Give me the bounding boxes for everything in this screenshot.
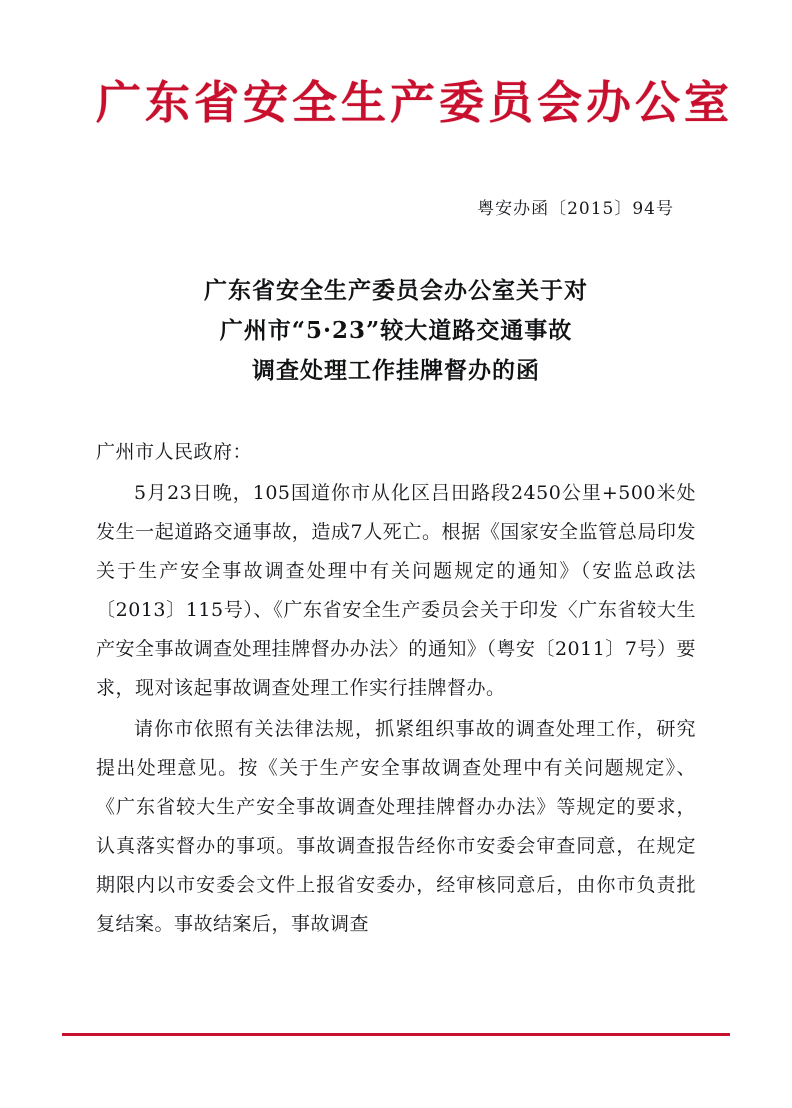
document-body	[96, 433, 696, 943]
document-title	[96, 271, 696, 392]
title-line-1: 广东省安全生产委员会办公室关于对	[204, 276, 588, 304]
issuing-organization-title: 广东省安全生产委员会办公室	[96, 76, 734, 129]
document-number-row	[96, 194, 696, 219]
title-line-2: 广州市“5·23”较大道路交通事故	[219, 316, 573, 344]
body-paragraph-1: 5月23日晚，105国道你市从化区吕田路段2450公里+500米处发生一起道路交通事故，造成7人死亡。根据《国家安全监管总局印发关于生产安全事故调查处理中有关问题规定的通知》（安监总政法〔2013〕115号）、《广东省安全生产委员会关于印发〈广东省较大生产安全事故调查处理挂牌督办办法〉的通知》（粤安〔2011〕7号）要求，现对该起事故调查处理工作实行挂牌督办。	[96, 482, 696, 699]
red-separator-rule	[62, 1033, 730, 1036]
title-line-3: 调查处理工作挂牌督办的函	[252, 357, 540, 384]
document-number: 粤安办函〔2015〕94号	[477, 198, 674, 219]
body-paragraph-2: 请你市依照有关法律法规，抓紧组织事故的调查处理工作，研究提出处理意见。按《关于生产安全事故调查处理中有关问题规定》、《广东省较大生产安全事故调查处理挂牌督办办法》等规定的要求，认真落实督办的事项。事故调查报告经你市安委会审查同意，在规定期限内以市安委会文件上报省安委办，经审核同意后，由你市负责批复结案。事故结案后，事故调查	[96, 717, 696, 935]
letterhead	[96, 0, 734, 129]
salutation: 广州市人民政府：	[96, 441, 253, 464]
